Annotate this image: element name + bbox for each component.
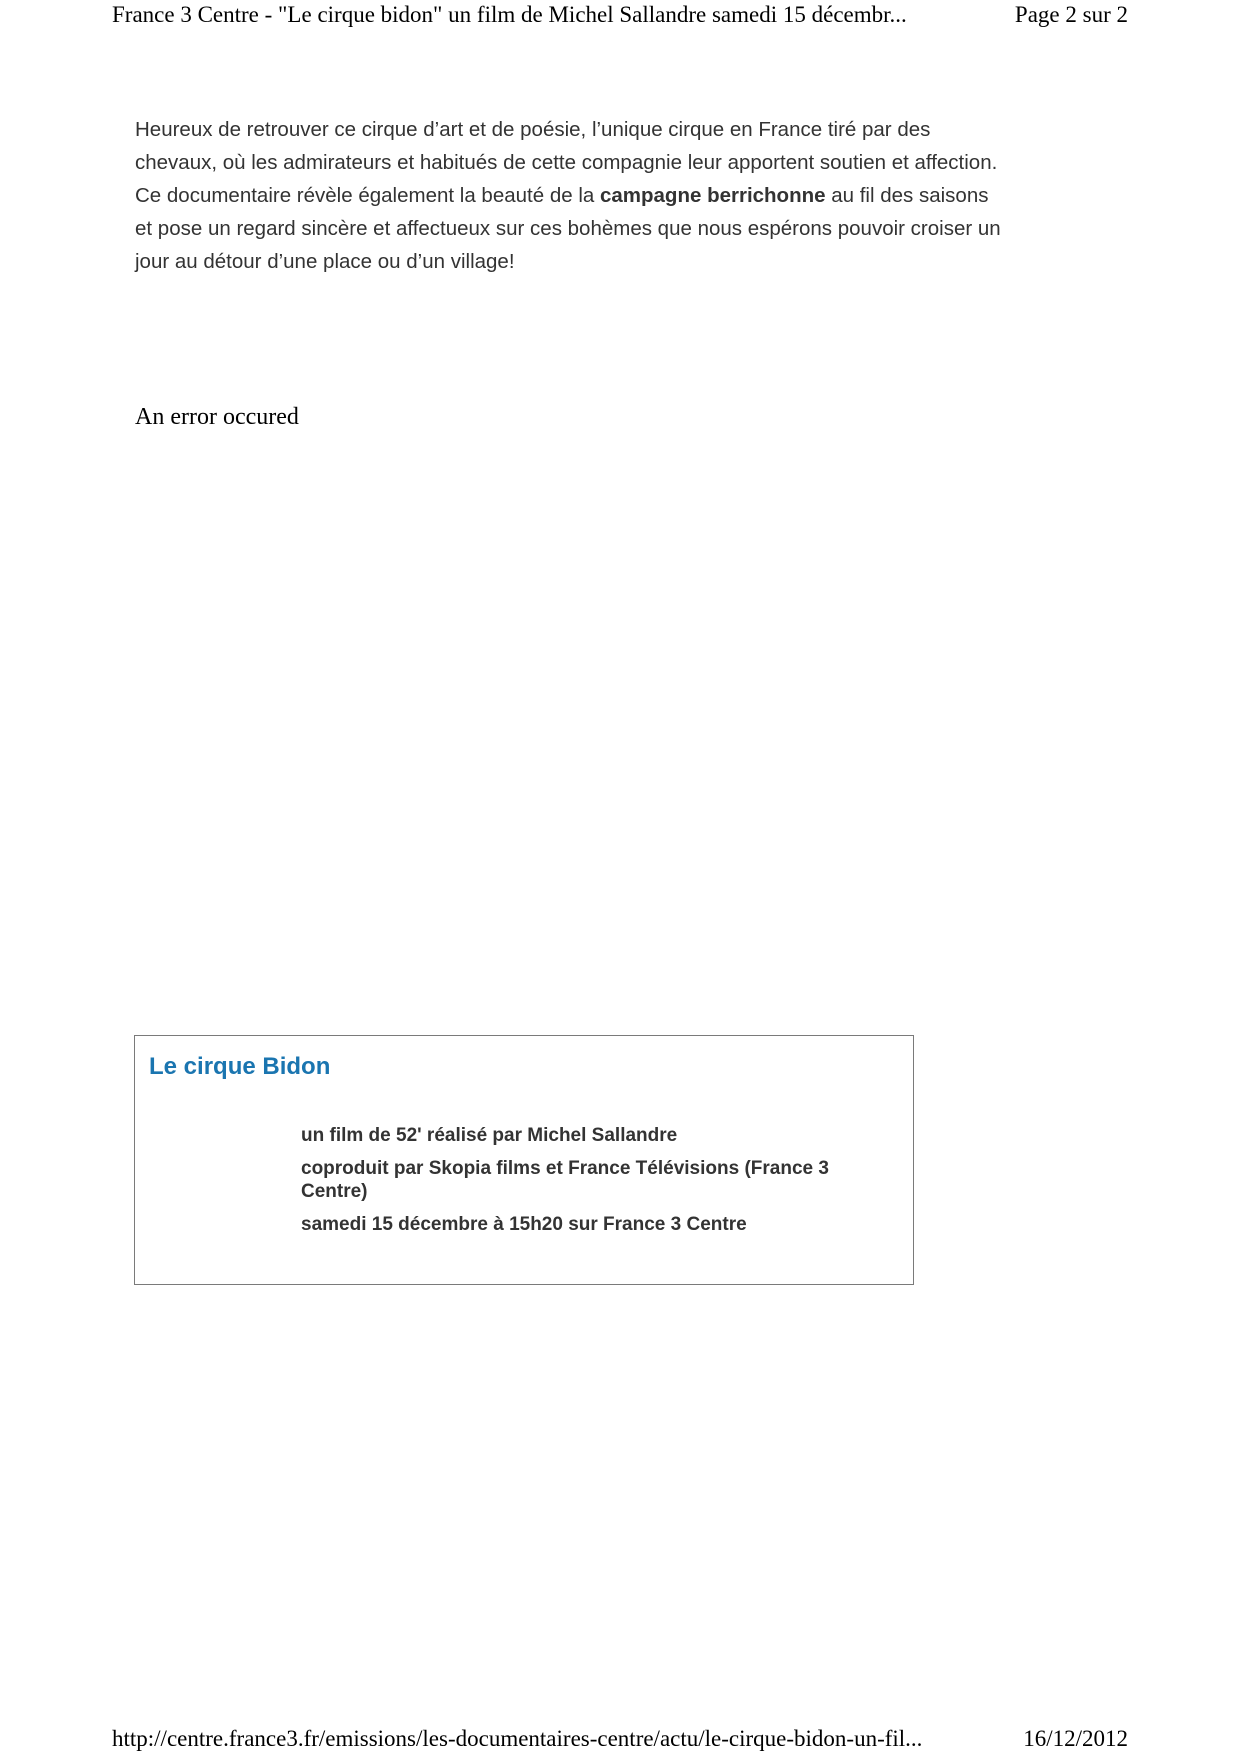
highlight-text: campagne berrichonne <box>599 184 826 207</box>
paragraph-text: Ce documentaire révèle également la beauté de la <box>135 184 600 207</box>
print-header <box>112 0 1128 30</box>
print-date: 16/12/2012 <box>1023 1726 1128 1751</box>
article-paragraph <box>135 179 1005 278</box>
source-url: http://centre.france3.fr/emissions/les-documentaires-centre/actu/le-cirque-bidon-un-fil... <box>112 1726 923 1751</box>
article-paragraph: Heureux de retrouver ce cirque d’art et de poésie, l’unique cirque en France tiré par des chevaux, où les admirateurs et habitués de cette compagnie leur apportent soutien et affection. <box>135 118 998 174</box>
film-info-box <box>134 1035 914 1285</box>
film-info-title: Le cirque Bidon <box>149 1053 331 1080</box>
print-footer <box>112 1724 1128 1754</box>
article-body <box>135 113 1005 278</box>
film-details-list <box>301 1124 891 1246</box>
paragraph-text: au fil des saisons et pose un regard sincère et affectueux sur ces bohèmes que nous espérons pouvoir croiser un jour au détour d’une place ou d’un village! <box>135 184 1001 273</box>
embed-error-message: An error occured <box>135 404 299 430</box>
document-title: France 3 Centre - "Le cirque bidon" un film de Michel Sallandre samedi 15 décembr... <box>112 2 907 27</box>
page-indicator: Page 2 sur 2 <box>1014 2 1128 27</box>
film-detail-item: un film de 52' réalisé par Michel Sallandre <box>301 1125 678 1146</box>
film-detail-item: coproduit par Skopia films et France Télévisions (France 3 Centre) <box>301 1158 829 1202</box>
film-detail-item: samedi 15 décembre à 15h20 sur France 3 Centre <box>301 1214 747 1235</box>
